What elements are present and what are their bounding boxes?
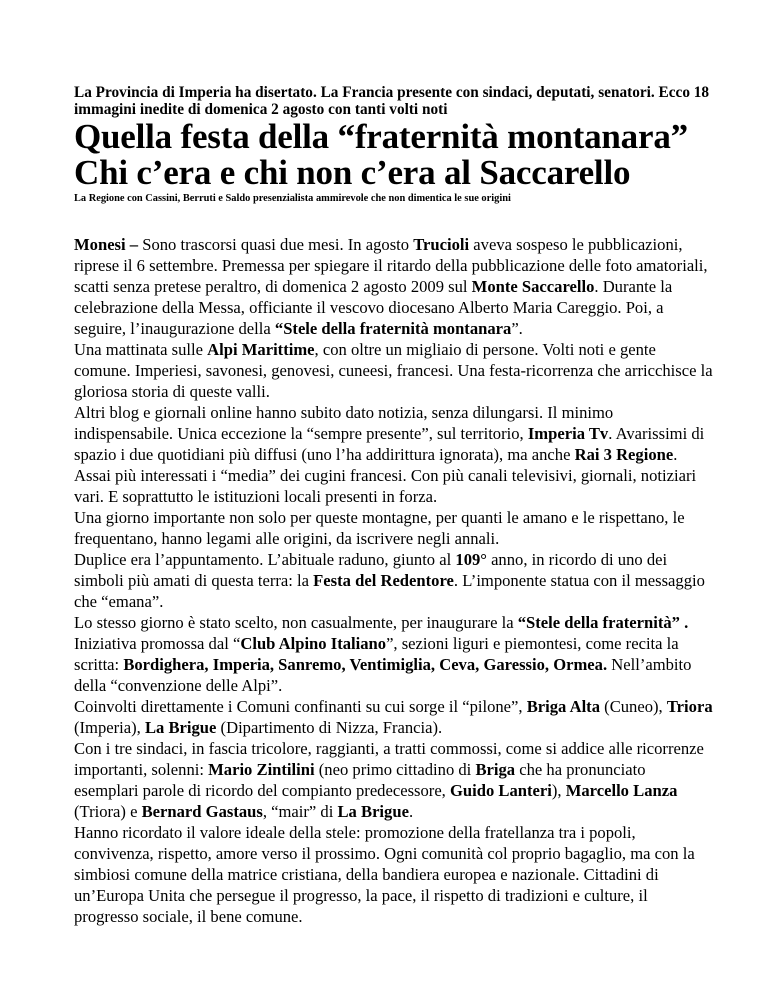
- body-paragraph: [74, 549, 714, 612]
- text-run: Sono trascorsi quasi due mesi. In agosto: [142, 235, 414, 254]
- bold-text: Rai 3 Regione: [574, 445, 674, 464]
- text-run: Altri blog e giornali online hanno subito dato notizia, senza dilungarsi. Il minimo indispensabile. Unica eccezione la “sempre presente”, sul territorio,: [74, 403, 614, 443]
- article-title: [74, 119, 714, 191]
- bold-text: Alpi Marittime: [207, 340, 315, 359]
- article-overline: La Provincia di Imperia ha disertato. La Francia presente con sindaci, deputati, senatori. Ecco 18 immagini inedite di domenica 2 agosto con tanti volti noti: [74, 84, 710, 118]
- body-paragraph: [74, 612, 714, 696]
- text-run: aveva sospeso le pubblicazioni, riprese il 6 settembre. Premessa per spiegare il ritardo della pubblicazione delle foto amatoriali, scatti senza pretese peraltro, di domenica 2 agosto 2009 sul: [74, 235, 708, 296]
- article-title-line-1: Quella festa della “fraternità montanara”: [74, 117, 688, 156]
- bold-text: Bernard Gastaus: [141, 802, 263, 821]
- text-run: .: [408, 802, 414, 821]
- text-run: Iniziativa promossa dal “: [74, 634, 241, 653]
- bold-text: Marcello Lanza: [565, 781, 678, 800]
- text-run: Assai più interessati i “media” dei cugini francesi. Con più canali televisivi, giornali, notiziari vari. E soprattutto le istituzioni locali presenti in forza.: [74, 466, 697, 506]
- bold-text: Imperia Tv: [527, 424, 609, 443]
- bold-text: La Brigue: [337, 802, 409, 821]
- text-run: Con i tre sindaci, in fascia tricolore, raggianti, a tratti commossi, come si addice alle ricorrenze importanti, solenni:: [74, 739, 704, 779]
- text-run: (Imperia),: [74, 718, 145, 737]
- bold-text: Mario Zintilini: [208, 760, 315, 779]
- body-paragraph: [74, 234, 714, 339]
- bold-text: Monte Saccarello: [471, 277, 595, 296]
- text-run: . Durante la celebrazione della Messa, officiante il vescovo diocesano Alberto Maria Careggio. Poi, a seguire, l’inaugurazione della: [74, 277, 673, 338]
- text-run: , con oltre un migliaio di persone. Volti noti e gente comune. Imperiesi, savonesi, genovesi, cuneesi, francesi. Una festa-ricorrenza che arricchisce la gloriosa storia di queste valli.: [74, 340, 713, 401]
- text-run: Lo stesso giorno è stato scelto, non casualmente, per inaugurare la: [74, 613, 518, 632]
- article-body: [74, 234, 714, 927]
- bold-text: La Brigue: [144, 718, 217, 737]
- bold-text: Guido Lanteri: [449, 781, 552, 800]
- text-run: , “mair” di: [262, 802, 338, 821]
- article-subtitle: La Regione con Cassini, Berruti e Saldo presenzialista ammirevole che non dimentica le sue origini: [74, 193, 511, 204]
- bold-text: Trucioli: [413, 235, 470, 254]
- bold-text: Bordighera, Imperia, Sanremo, Ventimiglia, Ceva, Garessio, Ormea.: [123, 655, 608, 674]
- text-run: ”.: [511, 319, 523, 338]
- text-run: .: [673, 445, 678, 464]
- text-run: (Cuneo),: [600, 697, 667, 716]
- bold-text: Triora: [666, 697, 713, 716]
- text-run: Nell’ambito della “convenzione delle Alpi”.: [74, 655, 692, 695]
- text-run: (neo primo cittadino di: [314, 760, 476, 779]
- text-run: Una giorno importante non solo per queste montagne, per quanti le amano e le rispettano, le frequentano, hanno legami alle origini, da iscrivere negli annali.: [74, 508, 685, 548]
- bold-text: “Stele della fraternità” .: [517, 613, 689, 632]
- document-page: [74, 84, 714, 927]
- bold-text: “Stele della fraternità montanara: [274, 319, 512, 338]
- text-run: che ha pronunciato esemplari parole di ricordo del compianto predecessore,: [74, 760, 646, 800]
- text-run: Coinvolti direttamente i Comuni confinanti su cui sorge il “pilone”,: [74, 697, 527, 716]
- text-run: Duplice era l’appuntamento. L’abituale raduno, giunto al: [74, 550, 456, 569]
- body-paragraph: [74, 696, 714, 738]
- text-run: (Dipartimento di Nizza, Francia).: [216, 718, 443, 737]
- text-run: . L’imponente statua con il messaggio che “emana”.: [74, 571, 705, 611]
- text-run: ”, sezioni liguri e piemontesi, come recita la scritta:: [74, 634, 679, 674]
- body-paragraph: [74, 465, 714, 507]
- body-paragraph: [74, 507, 714, 549]
- bold-text: 109°: [455, 550, 487, 569]
- bold-text: Club Alpino Italiano: [240, 634, 387, 653]
- text-run: anno, in ricordo di uno dei simboli più amati di questa terra: la: [74, 550, 668, 590]
- bold-text: Festa del Redentore: [313, 571, 454, 590]
- body-paragraph: [74, 738, 714, 822]
- text-run: Hanno ricordato il valore ideale della stele: promozione della fratellanza tra i popoli, convivenza, rispetto, amore verso il prossimo. Ogni comunità col proprio bagaglio, ma con la simbiosi comune della matrice cristiana, della bandiera europea e nazionale. Cittadini di un’Europa Unita che persegue il progresso, la pace, il rispetto di tradizioni e culture, il progresso sociale, il bene comune.: [74, 823, 695, 926]
- body-paragraph: [74, 402, 714, 465]
- article-title-line-2: Chi c’era e chi non c’era al Saccarello: [74, 153, 631, 192]
- bold-text: Briga Alta: [526, 697, 601, 716]
- bold-text: Briga: [475, 760, 516, 779]
- bold-text: Monesi –: [74, 235, 143, 254]
- text-run: (Triora) e: [74, 802, 142, 821]
- text-run: . Avarissimi di spazio i due quotidiani più diffusi (uno l’ha addirittura ignorata), ma anche: [74, 424, 705, 464]
- text-run: Una mattinata sulle: [74, 340, 208, 359]
- body-paragraph: [74, 339, 714, 402]
- body-paragraph: [74, 822, 714, 927]
- text-run: ),: [551, 781, 566, 800]
